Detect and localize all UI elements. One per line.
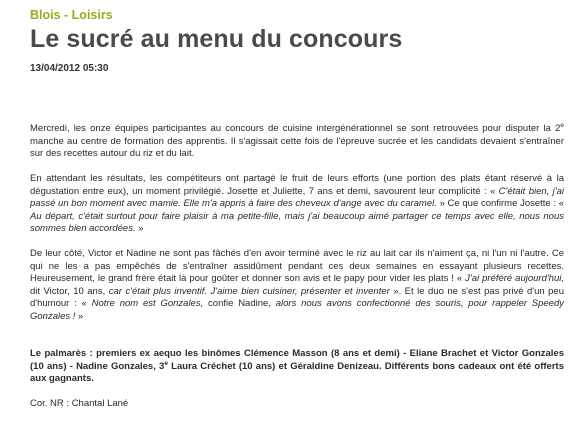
article-title: Le sucré au menu du concours [30,25,403,53]
text-span: Laura Créchet (10 ans) et Géraldine Denizeau. Différents bons cadeaux ont été offerts aux gagnants. [30,360,564,384]
quote: car c'était plus inventif. J'aime bien cuisiner, présenter et inventer [108,285,390,297]
paragraph-intro [30,123,564,161]
text-span: En attendant les résultats, les compétiteurs ont partagé le fruit de leurs efforts (une portion des plats étant réservé à la dégustation entre eux), un moment privilégié. Josette et Juliette, 7 ans et demi, savourent leur complicité : « [30,173,564,197]
palmares-text [30,348,564,384]
ordinal-suffix: e [164,359,168,367]
text-span: Mercredi, les onze équipes participantes au concours de cuisine intergénérationnel se sont retrouvées pour disputer la 2 [30,123,561,134]
text-span: manche au centre de formation des apprentis. Il s'agissait cette fois de l'épreuve sucrée et les candidats devaient s'entraîner sur des recettes autour du riz et du lait. [30,135,564,159]
text-span: » [135,223,144,234]
text-span: confie Nadine, [203,298,276,309]
quote: Notre nom est Gonzales, [91,298,204,309]
paragraph-victor-nadine [30,248,564,323]
paragraph-palmares [30,348,564,386]
article-date: 13/04/2012 05:30 [30,63,109,74]
paragraph-results [30,173,564,236]
author-credit: Cor. NR : Chantal Lané [30,398,129,409]
text-span: Le palmarès : premiers ex aequo les binômes Clémence Masson (8 ans et demi) - Eliane Brachet et Victor Gonzales (10 ans) - Nadine Gonzales, 3 [30,348,564,372]
text-span: ». Et le duo ne s'est pas privé d'un peu d'humour : « [30,285,565,309]
text-span: dit Victor, 10 ans, [30,285,109,297]
quote: Au départ, c'était surtout pour faire plaisir à ma petite-fille, mais j'ai beaucoup aimé partager ce temps avec elle, nous nous sommes bien accordées. [30,210,564,234]
article [30,8,564,423]
quote: C'était bien, j'ai passé un bon moment avec mamie. Elle m'a appris à faire des cheveux d'ange avec du caramel. [30,185,564,209]
article-body [30,123,564,411]
quote: J'ai préféré aujourd'hui, [465,273,564,284]
text-span: » Ce que confirme Josette : « [436,198,565,209]
ordinal-suffix: e [560,121,564,129]
text-span: » [75,310,84,322]
article-category[interactable]: Blois - Loisirs [30,8,113,22]
text-span: De leur côté, Victor et Nadine ne sont pas fâchés d'en avoir terminé avec le riz au lait car ils n'aiment ça, ni l'un ni l'autre. Ce qui ne les a pas empêchés de s'entraîner assidûment pendant ces deux semaines en essayant plusieurs recettes. Heureusement, le grand frère était là pour goûter et donner son avis et le papy pour vider les plats ! « [30,248,564,284]
quote: alors nous avons confectionné des souris, pour rappeler Speedy Gonzales ! [30,298,564,322]
